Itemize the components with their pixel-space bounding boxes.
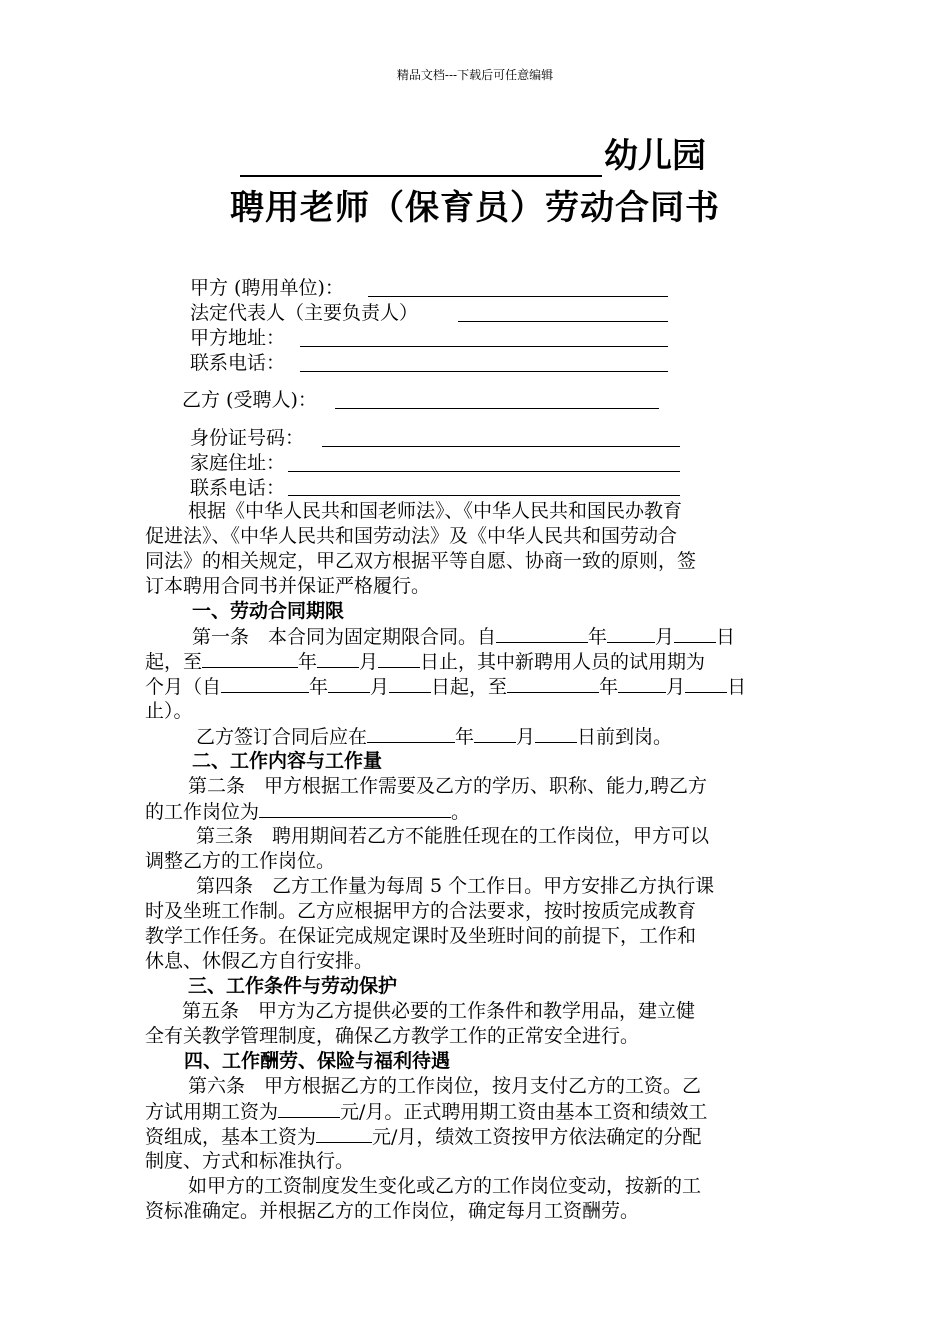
party-b-home-field[interactable] [288, 471, 680, 472]
article-1-line-1: 第一条 本合同为固定期限合同。自 年 月 日 [192, 626, 736, 648]
article-1-line-4: 止）。 [145, 700, 193, 722]
arrival-line: 乙方签订合同后应在 年 月 日前到岗。 [196, 726, 673, 748]
article-5-line-1: 第五条 甲方为乙方提供必要的工作条件和教学用品，建立健 [182, 1000, 696, 1022]
party-b-id-label: 身份证号码： [190, 427, 305, 449]
party-b-phone-field[interactable] [288, 495, 680, 496]
party-a-address-field[interactable] [300, 346, 668, 347]
section-2-title: 二、工作内容与工作量 [192, 750, 383, 772]
start-year-blank[interactable] [496, 624, 588, 643]
party-a-address-label: 甲方地址： [190, 327, 286, 349]
document-header-note: 精品文档---下载后可任意编辑 [396, 68, 554, 82]
arrival-day-blank[interactable] [535, 724, 577, 743]
title-line-1 [240, 128, 706, 177]
party-b-name-field[interactable] [335, 408, 659, 409]
salary-change-line-1: 如甲方的工资制度发生变化或乙方的工作岗位变动，按新的工 [188, 1175, 702, 1197]
article-3-line-1: 第三条 聘用期间若乙方不能胜任现在的工作岗位，甲方可以 [196, 825, 710, 847]
party-b-label: 乙方 (受聘人)： [182, 389, 317, 411]
trial-salary-blank[interactable] [278, 1099, 340, 1118]
article-4-line-3: 教学工作任务。在保证完成规定课时及坐班时间的前提下，工作和 [145, 925, 697, 947]
trial-start-day-blank[interactable] [389, 674, 431, 693]
article-2-line-2: 的工作岗位为 。 [145, 801, 471, 823]
article-3-line-2: 调整乙方的工作岗位。 [145, 850, 336, 872]
job-position-blank[interactable] [259, 799, 451, 818]
party-b-id-field[interactable] [322, 446, 680, 447]
article-4-line-4: 休息、休假乙方自行安排。 [145, 950, 374, 972]
section-3-title: 三、工作条件与劳动保护 [188, 975, 398, 997]
end-month-blank[interactable] [317, 649, 359, 668]
article-4-line-1: 第四条 乙方工作量为每周 5 个工作日。甲方安排乙方执行课 [196, 875, 715, 897]
party-a-unit-field[interactable] [368, 296, 668, 297]
intro-line-4: 订本聘用合同书并保证严格履行。 [145, 575, 431, 597]
article-2-line-1: 第二条 甲方根据工作需要及乙方的学历、职称、能力,聘乙方 [188, 775, 708, 797]
article-1-line-2: 起，至 年 月 日止，其中新聘用人员的试用期为 [145, 651, 706, 673]
article-1-line-3: 个月（自 年 月 日起，至 年 月 日 [145, 676, 747, 698]
intro-line-1: 根据《中华人民共和国老师法》、《中华人民共和国民办教育 [188, 500, 683, 522]
section-4-title: 四、工作酬劳、保险与福利待遇 [184, 1050, 451, 1072]
article-4-line-2: 时及坐班工作制。乙方应根据甲方的合法要求，按时按质完成教育 [145, 900, 697, 922]
article-5-line-2: 全有关教学管理制度，确保乙方教学工作的正常安全进行。 [145, 1025, 640, 1047]
trial-start-year-blank[interactable] [221, 674, 309, 693]
trial-end-month-blank[interactable] [618, 674, 666, 693]
party-a-rep-field[interactable] [458, 321, 668, 322]
end-year-blank[interactable] [202, 649, 298, 668]
contract-title: 聘用老师（保育员）劳动合同书 [230, 188, 720, 228]
salary-change-line-2: 资标准确定。并根据乙方的工作岗位，确定每月工资酬劳。 [145, 1200, 640, 1222]
article-6-line-1: 第六条 甲方根据乙方的工作岗位，按月支付乙方的工资。乙 [188, 1075, 702, 1097]
party-b-phone-label: 联系电话： [190, 477, 286, 499]
trial-start-month-blank[interactable] [328, 674, 370, 693]
start-month-blank[interactable] [607, 624, 655, 643]
start-day-blank[interactable] [674, 624, 716, 643]
intro-line-3: 同法》的相关规定，甲乙双方根据平等自愿、协商一致的原则，签 [145, 550, 697, 572]
party-b-home-label: 家庭住址： [190, 452, 286, 474]
arrival-year-blank[interactable] [367, 724, 455, 743]
party-a-phone-label: 联系电话： [190, 352, 286, 374]
section-1-title: 一、劳动合同期限 [192, 600, 345, 622]
kindergarten-name-blank[interactable] [240, 145, 602, 177]
trial-end-day-blank[interactable] [685, 674, 727, 693]
title-suffix: 幼儿园 [604, 136, 706, 176]
arrival-month-blank[interactable] [474, 724, 516, 743]
trial-end-year-blank[interactable] [507, 674, 599, 693]
party-a-rep-label: 法定代表人（主要负责人） [190, 302, 419, 324]
base-salary-blank[interactable] [316, 1124, 372, 1143]
party-a-phone-field[interactable] [300, 371, 668, 372]
article-6-line-3: 资组成，基本工资为 元/月，绩效工资按甲方依法确定的分配 [145, 1126, 702, 1148]
end-day-blank[interactable] [378, 649, 420, 668]
article-6-line-2: 方试用期工资为 元/月。正式聘用期工资由基本工资和绩效工 [145, 1101, 708, 1123]
party-a-unit-label: 甲方 (聘用单位)： [190, 277, 344, 299]
intro-line-2: 促进法》、《中华人民共和国劳动法》及《中华人民共和国劳动合 [145, 525, 678, 547]
article-6-line-4: 制度、方式和标准执行。 [145, 1150, 355, 1172]
